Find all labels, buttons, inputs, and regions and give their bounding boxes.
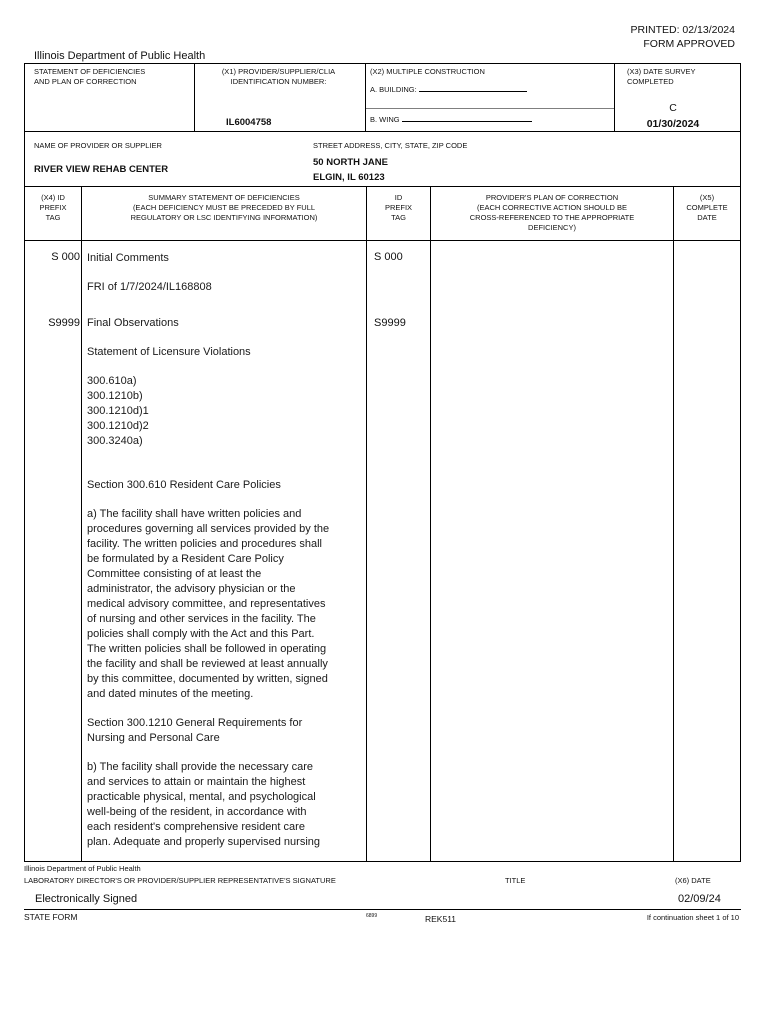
- entry-paragraph: Initial Comments: [87, 252, 169, 264]
- wing-label: B. WING: [370, 115, 400, 124]
- signature-date: 02/09/24: [678, 893, 721, 905]
- form-code: 6899: [366, 913, 378, 919]
- form-status: FORM APPROVED: [643, 38, 735, 50]
- col-x4-header: (X4) ID PREFIX TAG: [39, 193, 67, 222]
- col-divider: [673, 186, 674, 861]
- entry-paragraph: 300.610a) 300.1210b) 300.1210d)1 300.1210d)2 300.3240a): [87, 375, 149, 447]
- frame-top: [24, 63, 741, 64]
- entry-id-tag: S 000: [374, 251, 403, 263]
- state-form: STATE FORM: [24, 912, 78, 922]
- col-divider: [366, 186, 367, 861]
- entry-paragraph: Statement of Licensure Violations: [87, 346, 251, 358]
- entry-tag: S9999: [48, 317, 80, 329]
- col-plan-header: PROVIDER'S PLAN OF CORRECTION (EACH CORRECTIVE ACTION SHOULD BE CROSS-REFERENCED TO THE APPROPRIATE DEFICIENCY): [469, 193, 635, 232]
- divider: [24, 131, 741, 132]
- col-x5-header: (X5) COMPLETE DATE: [686, 193, 728, 222]
- agency-name: Illinois Department of Public Health: [34, 50, 206, 62]
- printed-date: PRINTED: 02/13/2024: [630, 24, 735, 36]
- signature-label: LABORATORY DIRECTOR'S OR PROVIDER/SUPPLIER REPRESENTATIVE'S SIGNATURE: [24, 876, 336, 885]
- address-street: 50 NORTH JANE: [313, 157, 388, 168]
- provider-name-label: NAME OF PROVIDER OR SUPPLIER: [34, 141, 162, 150]
- frame-left: [24, 63, 25, 862]
- entry-paragraph: Section 300.610 Resident Care Policies: [87, 479, 281, 491]
- x3-date: 01/30/2024: [646, 118, 700, 130]
- entry-id-tag: S9999: [374, 317, 406, 329]
- continuation-sheet: If continuation sheet 1 of 10: [646, 913, 739, 922]
- wing-blank: [402, 115, 532, 122]
- col-divider: [430, 186, 431, 861]
- building-label: A. BUILDING:: [370, 85, 417, 94]
- building-field: [370, 85, 527, 95]
- entry-paragraph: b) The facility shall provide the necessary care and services to attain or maintain the highest practicable physical, mental, and psychological well-being of the resident, in accordance with each resident's comprehensive resident care plan. Adequate and properly supervised nursing: [87, 761, 320, 848]
- col-divider: [81, 186, 82, 861]
- title-label: TITLE: [505, 876, 526, 885]
- x1-label: (X1) PROVIDER/SUPPLIER/CLIA IDENTIFICATION NUMBER:: [221, 67, 336, 86]
- divider: [614, 63, 615, 131]
- divider: [365, 63, 366, 131]
- event-id: REK511: [425, 914, 457, 924]
- entry-paragraph: a) The facility shall have written policies and procedures governing all services provided by the facility. The written policies and procedures shall be formulated by a Resident Care Policy Committee consisting of at least the administrator, the advisory physician or the medical advisory committee, and representatives of nursing and other services in the facility. The policies shall comply with the Act and this Part. The written policies shall be followed in operating the facility and shall be reviewed at least annually by this committee, documented by written, signed and dated minutes of the meeting.: [87, 508, 330, 700]
- address-label: STREET ADDRESS, CITY, STATE, ZIP CODE: [313, 141, 468, 150]
- provider-name: RIVER VIEW REHAB CENTER: [34, 164, 169, 175]
- wing-field: [370, 115, 532, 125]
- entry-body: [87, 251, 362, 850]
- entry-paragraph: Final Observations: [87, 317, 179, 329]
- divider: [366, 108, 614, 109]
- address-city: ELGIN, IL 60123: [313, 172, 385, 183]
- entry-paragraph: FRI of 1/7/2024/IL168808: [87, 281, 212, 293]
- divider: [24, 240, 741, 241]
- building-blank: [419, 85, 527, 92]
- x6-date-label: (X6) DATE: [675, 876, 711, 885]
- entry-tag: S 000: [51, 251, 80, 263]
- signature-value: Electronically Signed: [35, 893, 138, 905]
- entry-paragraph: Section 300.1210 General Requirements for Nursing and Personal Care: [87, 717, 303, 744]
- col-summary-header: SUMMARY STATEMENT OF DEFICIENCIES (EACH DEFICIENCY MUST BE PRECEDED BY FULL REGULATORY OR LSC IDENTIFYING INFORMATION): [130, 193, 318, 222]
- statement-label: STATEMENT OF DEFICIENCIES AND PLAN OF CORRECTION: [34, 67, 146, 86]
- divider: [24, 186, 741, 187]
- x3-label: (X3) DATE SURVEY COMPLETED: [627, 67, 696, 86]
- x3-code: C: [669, 102, 677, 114]
- frame-right: [740, 63, 741, 862]
- x2-label: (X2) MULTIPLE CONSTRUCTION: [370, 67, 485, 76]
- divider: [194, 63, 195, 131]
- divider: [24, 909, 741, 910]
- footer-agency: Illinois Department of Public Health: [24, 864, 141, 873]
- frame-bottom: [24, 861, 741, 862]
- col-id-header: ID PREFIX TAG: [384, 193, 413, 222]
- x1-value: IL6004758: [226, 117, 272, 128]
